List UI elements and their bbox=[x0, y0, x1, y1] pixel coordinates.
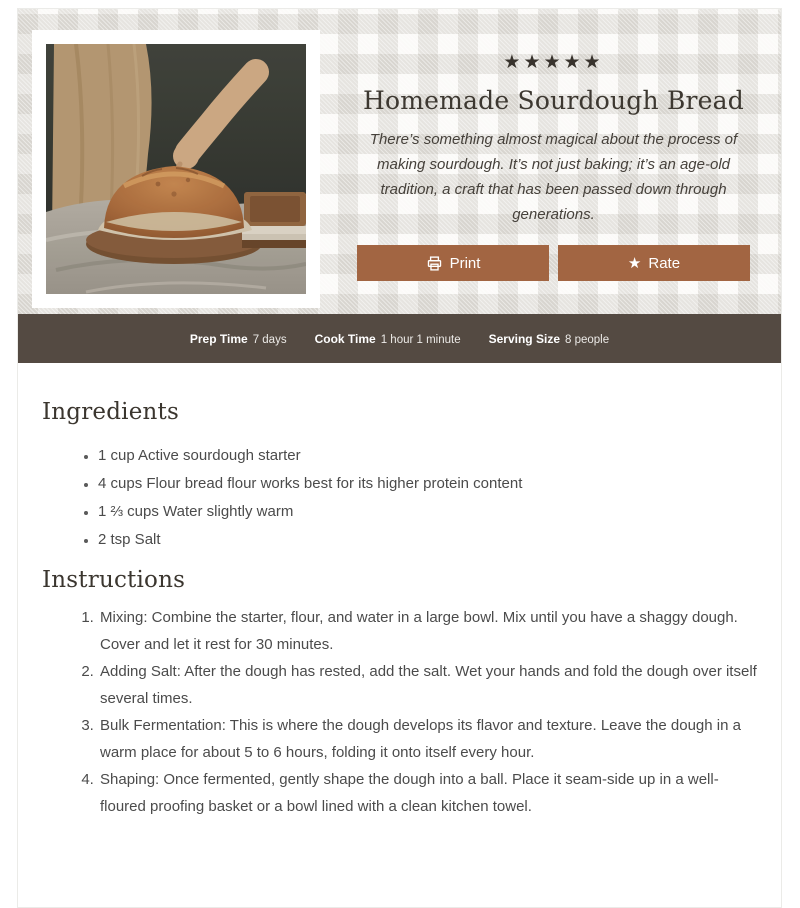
rate-button-label: Rate bbox=[648, 254, 681, 272]
serving-size-value: 8 people bbox=[565, 333, 610, 346]
ingredients-list bbox=[42, 443, 757, 553]
instructions-list bbox=[42, 605, 757, 820]
print-button[interactable] bbox=[357, 245, 549, 281]
prep-time-label: Prep Time bbox=[189, 331, 248, 346]
ingredient-item: • 2 tsp Salt bbox=[98, 527, 757, 553]
cook-time-label: Cook Time bbox=[314, 331, 376, 346]
cook-time bbox=[315, 332, 461, 346]
page-title: Homemade Sourdough Bread bbox=[363, 86, 744, 115]
rate-button[interactable] bbox=[558, 245, 750, 281]
cook-time-value: 1 hour 1 minute bbox=[380, 333, 461, 346]
instruction-step: 1. Mixing: Combine the starter, flour, and water in a large bowl. Mix until you have a shaggy dough. Cover and let it rest for 30 minutes. bbox=[98, 605, 757, 658]
recipe-meta-bar bbox=[18, 314, 781, 363]
ingredient-item: • 1 ⅔ cups Water slightly warm bbox=[98, 499, 757, 525]
recipe-photo-frame bbox=[32, 30, 320, 308]
recipe-content bbox=[18, 363, 781, 820]
ingredient-item: • 4 cups Flour bread flour works best for its higher protein content bbox=[98, 471, 757, 497]
ingredients-heading: Ingredients bbox=[42, 399, 179, 425]
hero-section bbox=[18, 9, 781, 314]
hero-right-column bbox=[357, 9, 750, 281]
print-button-label: Print bbox=[449, 254, 481, 272]
printer-icon bbox=[426, 255, 443, 272]
serving-size-label: Serving Size bbox=[488, 331, 560, 346]
instruction-step: 2. Adding Salt: After the dough has rested, add the salt. Wet your hands and fold the dough over itself several times. bbox=[98, 659, 757, 712]
recipe-card bbox=[17, 8, 782, 908]
instruction-step: 4. Shaping: Once fermented, gently shape the dough into a ball. Place it seam-side up in a well-floured proofing basket or a bowl lined with a clean kitchen towel. bbox=[98, 767, 757, 820]
recipe-description: There’s something almost magical about the process of making sourdough. It’s not just baking; it’s an age-old tradition, a craft that has been passed down through generations. bbox=[369, 131, 738, 223]
prep-time bbox=[190, 332, 287, 346]
serving-size bbox=[489, 332, 610, 346]
star-rating: ★★★★★ bbox=[503, 52, 604, 73]
instructions-heading: Instructions bbox=[42, 567, 186, 593]
ingredient-item: • 1 cup Active sourdough starter bbox=[98, 443, 757, 469]
instruction-step: 3. Bulk Fermentation: This is where the dough develops its flavor and texture. Leave the dough in a warm place for about 5 to 6 hours, folding it onto itself every hour. bbox=[98, 713, 757, 766]
action-button-row bbox=[357, 245, 750, 281]
star-icon: ★ bbox=[627, 254, 642, 272]
prep-time-value: 7 days bbox=[252, 333, 287, 346]
recipe-photo bbox=[46, 44, 306, 294]
